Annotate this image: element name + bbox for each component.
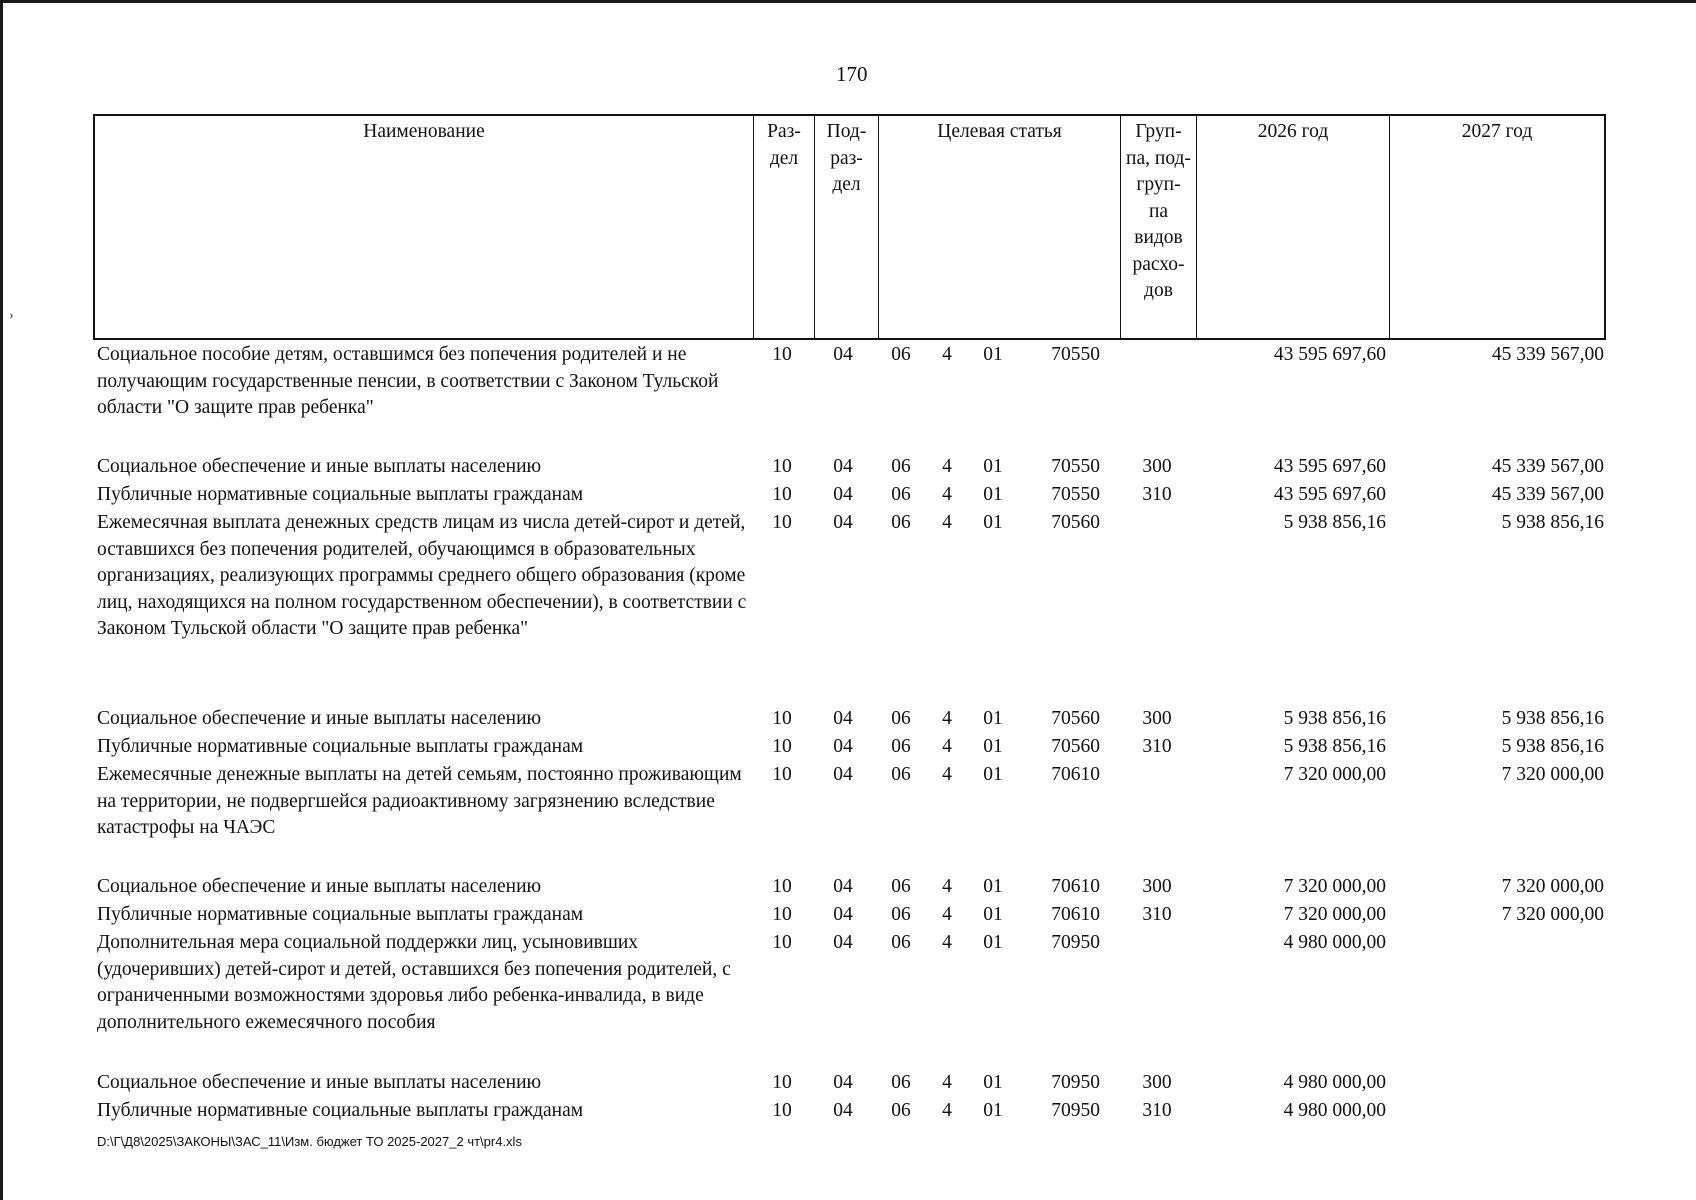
row-razdel: 10 (772, 484, 792, 505)
row-2027-amount: 45 339 567,00 (1491, 456, 1604, 477)
row-target-type: 4 (942, 904, 952, 925)
row-target-code: 70950 (1051, 932, 1100, 953)
row-target-type: 4 (942, 512, 952, 533)
row-target-subprogram: 01 (983, 932, 1003, 953)
row-2026-amount: 43 595 697,60 (1273, 456, 1386, 477)
header-target: Целевая статья (937, 121, 1062, 142)
header-group-line: груп- (1136, 174, 1181, 195)
row-2027-amount: 5 938 856,16 (1501, 736, 1604, 757)
row-target-program: 06 (891, 512, 911, 533)
row-razdel: 10 (772, 708, 792, 729)
row-razdel: 10 (772, 736, 792, 757)
row-target-program: 06 (891, 708, 911, 729)
header-2026: 2026 год (1257, 121, 1329, 142)
row-2027-amount: 7 320 000,00 (1501, 764, 1604, 785)
row-group: 310 (1142, 736, 1172, 757)
column-divider (1196, 116, 1197, 338)
row-target-code: 70550 (1051, 456, 1100, 477)
header-group-line: расхо- (1132, 253, 1185, 275)
row-group: 300 (1142, 1072, 1172, 1093)
row-name: Дополнительная мера социальной поддержки лиц, усыновивших (удочеривших) детей-сирот и детей, оставшихся без попечения родителей, с ограниченными возможностями здоровья либо ребенка-инвалида, в виде дополнительного ежемесячного пособия (97, 932, 731, 1033)
column-divider (878, 116, 879, 338)
row-target-subprogram: 01 (983, 1100, 1003, 1121)
row-target-subprogram: 01 (983, 512, 1003, 533)
row-name: Социальное обеспечение и иные выплаты населению (97, 876, 542, 897)
row-group: 310 (1142, 484, 1172, 505)
row-name: Публичные нормативные социальные выплаты гражданам (97, 904, 584, 925)
row-target-code: 70610 (1051, 904, 1100, 925)
row-target-subprogram: 01 (983, 764, 1003, 785)
row-group: 300 (1142, 456, 1172, 477)
row-target-subprogram: 01 (983, 1072, 1003, 1093)
row-target-code: 70560 (1051, 736, 1100, 757)
header-razdel (754, 119, 814, 172)
row-target-type: 4 (942, 764, 952, 785)
row-podrazdel: 04 (833, 736, 853, 757)
row-name: Публичные нормативные социальные выплаты гражданам (97, 484, 584, 505)
row-name: Ежемесячная выплата денежных средств лицам из числа детей-сирот и детей, оставшихся без попечения родителей, обучающимся в образовательных организациях, реализующих программы среднего общего образования (кроме лиц, находящихся на полном государственном обеспечении), в соответствии с Законом Тульской области "О защите прав ребенка" (97, 512, 747, 639)
row-2026-amount: 7 320 000,00 (1283, 764, 1386, 785)
row-target-program: 06 (891, 456, 911, 477)
row-target-subprogram: 01 (983, 904, 1003, 925)
row-2026-amount: 43 595 697,60 (1273, 344, 1386, 365)
row-name: Ежемесячные денежные выплаты на детей семьям, постоянно проживающим на территории, не подвергшейся радиоактивному загрязнению вследствие катастрофы на ЧАЭС (97, 764, 742, 838)
row-name: Публичные нормативные социальные выплаты гражданам (97, 1100, 584, 1121)
row-2027-amount: 7 320 000,00 (1501, 904, 1604, 925)
row-target-subprogram: 01 (983, 344, 1003, 365)
row-group: 310 (1142, 904, 1172, 925)
row-podrazdel: 04 (833, 764, 853, 785)
row-2026-amount: 5 938 856,16 (1283, 708, 1386, 729)
row-target-type: 4 (942, 736, 952, 757)
row-target-program: 06 (891, 932, 911, 953)
row-razdel: 10 (772, 512, 792, 533)
row-2026-amount: 5 938 856,16 (1283, 512, 1386, 533)
row-target-type: 4 (942, 708, 952, 729)
header-name: Наименование (363, 121, 485, 142)
row-target-program: 06 (891, 344, 911, 365)
row-razdel: 10 (772, 932, 792, 953)
header-podrazdel (815, 119, 878, 199)
row-target-program: 06 (891, 484, 911, 505)
edge-mark: › (9, 308, 14, 323)
header-group-line: па, под- (1126, 147, 1191, 169)
page-border-left (0, 0, 3, 1200)
row-2026-amount: 5 938 856,16 (1283, 736, 1386, 757)
row-target-code: 70550 (1051, 484, 1100, 505)
row-target-type: 4 (942, 344, 952, 365)
row-target-subprogram: 01 (983, 736, 1003, 757)
row-2027-amount: 5 938 856,16 (1501, 708, 1604, 729)
page-number: 170 (836, 62, 868, 86)
row-podrazdel: 04 (833, 904, 853, 925)
row-podrazdel: 04 (833, 932, 853, 953)
file-path-footer: D:\Г\Д8\2025\ЗАКОНЫ\ЗАС_11\Изм. бюджет ТО 2025-2027_2 чт\pr4.xls (97, 1134, 522, 1149)
row-target-type: 4 (942, 1072, 952, 1093)
header-podrazdel-line: Под- (826, 121, 867, 142)
row-group: 300 (1142, 876, 1172, 897)
row-target-code: 70550 (1051, 344, 1100, 365)
row-podrazdel: 04 (833, 708, 853, 729)
row-2027-amount: 5 938 856,16 (1501, 512, 1604, 533)
row-razdel: 10 (772, 344, 792, 365)
row-2026-amount: 4 980 000,00 (1283, 932, 1386, 953)
row-target-type: 4 (942, 932, 952, 953)
header-group (1121, 119, 1196, 305)
row-target-program: 06 (891, 1100, 911, 1121)
row-podrazdel: 04 (833, 512, 853, 533)
page-border-top (0, 0, 1696, 3)
row-target-subprogram: 01 (983, 876, 1003, 897)
row-2027-amount: 45 339 567,00 (1491, 484, 1604, 505)
row-name: Публичные нормативные социальные выплаты гражданам (97, 736, 584, 757)
header-group-line: дов (1144, 280, 1173, 301)
row-target-code: 70560 (1051, 512, 1100, 533)
header-razdel-line: Раз- (767, 121, 801, 142)
row-razdel: 10 (772, 876, 792, 897)
row-target-type: 4 (942, 456, 952, 477)
header-group-line: видов (1134, 227, 1183, 248)
header-group-line: Груп- (1135, 121, 1182, 142)
row-podrazdel: 04 (833, 484, 853, 505)
row-target-program: 06 (891, 736, 911, 757)
row-target-program: 06 (891, 904, 911, 925)
row-podrazdel: 04 (833, 344, 853, 365)
row-target-subprogram: 01 (983, 484, 1003, 505)
row-2026-amount: 7 320 000,00 (1283, 876, 1386, 897)
row-target-code: 70950 (1051, 1072, 1100, 1093)
row-name: Социальное пособие детям, оставшимся без попечения родителей и не получающим государственные пенсии, в соответствии с Законом Тульской области "О защите прав ребенка" (97, 344, 719, 418)
row-razdel: 10 (772, 764, 792, 785)
row-target-type: 4 (942, 1100, 952, 1121)
row-target-subprogram: 01 (983, 708, 1003, 729)
row-podrazdel: 04 (833, 456, 853, 477)
row-target-code: 70950 (1051, 1100, 1100, 1121)
row-2026-amount: 4 980 000,00 (1283, 1072, 1386, 1093)
row-razdel: 10 (772, 1072, 792, 1093)
row-2026-amount: 7 320 000,00 (1283, 904, 1386, 925)
header-2027: 2027 год (1461, 121, 1533, 142)
row-target-program: 06 (891, 1072, 911, 1093)
row-group: 310 (1142, 1100, 1172, 1121)
row-2027-amount: 7 320 000,00 (1501, 876, 1604, 897)
header-group-line: па (1148, 200, 1169, 222)
row-target-type: 4 (942, 876, 952, 897)
row-target-code: 70610 (1051, 876, 1100, 897)
row-target-code: 70560 (1051, 708, 1100, 729)
table-header (93, 114, 1606, 340)
row-podrazdel: 04 (833, 1100, 853, 1121)
row-razdel: 10 (772, 904, 792, 925)
row-group: 300 (1142, 708, 1172, 729)
header-razdel-line: дел (769, 147, 799, 169)
header-podrazdel-line: раз- (830, 147, 863, 169)
row-target-program: 06 (891, 764, 911, 785)
row-2026-amount: 4 980 000,00 (1283, 1100, 1386, 1121)
row-2027-amount: 45 339 567,00 (1491, 344, 1604, 365)
row-target-program: 06 (891, 876, 911, 897)
row-name: Социальное обеспечение и иные выплаты населению (97, 1072, 542, 1093)
column-divider (1389, 116, 1390, 338)
row-name: Социальное обеспечение и иные выплаты населению (97, 456, 542, 477)
header-podrazdel-line: дел (832, 174, 861, 195)
row-2026-amount: 43 595 697,60 (1273, 484, 1386, 505)
row-razdel: 10 (772, 456, 792, 477)
row-razdel: 10 (772, 1100, 792, 1121)
row-target-subprogram: 01 (983, 456, 1003, 477)
row-target-type: 4 (942, 484, 952, 505)
row-podrazdel: 04 (833, 876, 853, 897)
row-target-code: 70610 (1051, 764, 1100, 785)
row-name: Социальное обеспечение и иные выплаты населению (97, 708, 542, 729)
row-podrazdel: 04 (833, 1072, 853, 1093)
